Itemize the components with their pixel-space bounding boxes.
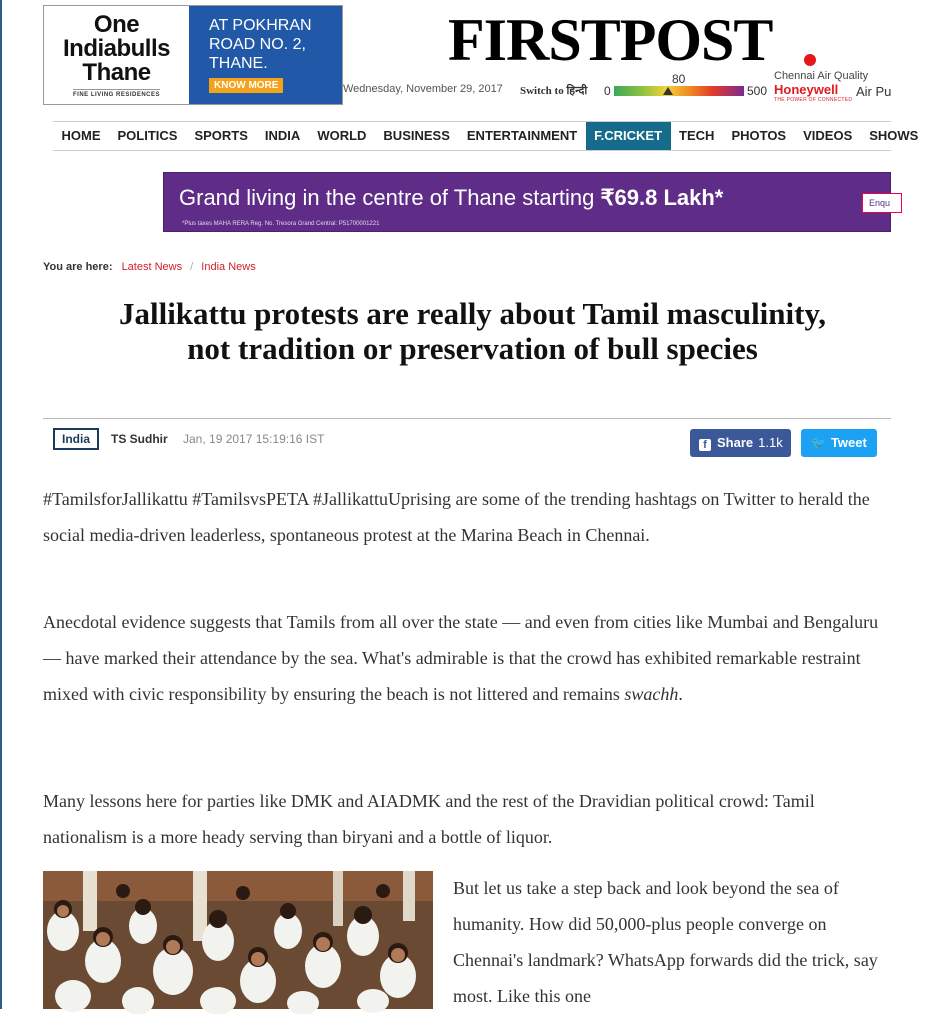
ad-brand-tagline: FINE LIVING RESIDENCES <box>73 89 160 98</box>
air-quality-max: 500 <box>747 84 768 98</box>
ad-address-line3: THANE. <box>209 55 268 72</box>
ad-banner-headline <box>179 185 723 211</box>
air-quality-marker-icon <box>663 87 673 95</box>
air-quality-min: 0 <box>604 84 611 98</box>
nav-item-photos[interactable]: PHOTOS <box>731 128 787 143</box>
article-photo[interactable] <box>43 871 433 1009</box>
author-name[interactable]: TS Sudhir <box>111 432 168 446</box>
nav-item-tech[interactable]: TECH <box>679 128 715 143</box>
publish-date: Jan, 19 2017 15:19:16 IST <box>183 432 325 446</box>
page-left-edge <box>0 0 2 1009</box>
leaderboard-ad[interactable] <box>163 172 891 232</box>
nav-item-world[interactable]: WORLD <box>317 128 367 143</box>
ad-address-line2: ROAD NO. 2, <box>209 36 306 53</box>
paragraph-2-end: . <box>678 684 683 704</box>
ad-brand-line1: One <box>93 10 140 38</box>
site-logo[interactable]: FIRSTPOST <box>448 7 773 73</box>
sponsor-logo: Honeywell <box>774 82 839 97</box>
nav-item-fcricket[interactable]: F.CRICKET <box>586 122 671 150</box>
ad-enquire-button[interactable]: Enqu <box>862 193 902 213</box>
air-purifier-label: Air Pu <box>856 84 892 99</box>
ad-banner-text: Grand living in the centre of Thane starting <box>179 185 595 210</box>
paragraph-2-italic: swachh <box>624 684 679 704</box>
sponsor-tagline: THE POWER OF CONNECTED <box>774 97 853 103</box>
tweet-label: Tweet <box>830 435 867 450</box>
top-banner-ad[interactable] <box>43 5 343 105</box>
share-label: Share <box>717 435 754 450</box>
breadcrumb-india-news[interactable]: India News <box>201 261 256 273</box>
ad-address-panel <box>189 6 342 104</box>
nav-item-shows[interactable]: SHOWS <box>869 128 919 143</box>
facebook-icon: f <box>699 439 711 451</box>
nav-item-india[interactable]: INDIA <box>264 128 301 143</box>
current-date: Wednesday, November 29, 2017 <box>343 83 503 95</box>
tweet-button[interactable] <box>801 429 877 457</box>
breadcrumb <box>43 261 256 273</box>
article-paragraph-4: But let us take a step back and look beyond the sea of humanity. How did 50,000-plus people converge on Chennai's landmark? WhatsApp forwards did the trick, say most. Like this one <box>453 878 878 1006</box>
ad-banner-price: ₹69.8 Lakh* <box>600 185 724 210</box>
ad-address-line1: AT POKHRAN <box>209 17 312 34</box>
nav-item-videos[interactable]: VIDEOS <box>803 128 853 143</box>
ad-brand-logo <box>44 6 189 104</box>
air-quality-value: 80 <box>672 72 686 86</box>
air-quality-title: Chennai Air Quality <box>774 70 869 82</box>
nav-item-entertainment[interactable]: ENTERTAINMENT <box>466 128 578 143</box>
category-badge[interactable]: India <box>53 428 99 450</box>
nav-item-sports[interactable]: SPORTS <box>194 128 248 143</box>
nav-item-home[interactable]: HOME <box>61 128 101 143</box>
air-quality-scale[interactable] <box>614 86 744 96</box>
main-nav <box>53 121 919 151</box>
facebook-share-button[interactable] <box>690 429 791 457</box>
ad-brand-line2: Indiabulls <box>62 34 170 62</box>
breadcrumb-latest-news[interactable]: Latest News <box>121 261 183 273</box>
crowd-photo-illustration <box>43 871 433 1009</box>
nav-item-business[interactable]: BUSINESS <box>383 128 450 143</box>
nav-item-politics[interactable]: POLITICS <box>117 128 178 143</box>
article-paragraph-1: #TamilsforJallikattu #TamilsvsPETA #JallikattuUprising are some of the trending hashtags on Twitter to herald the social media-driven leaderless, spontaneous protest at the Marina Beach in Chennai. <box>43 489 870 545</box>
switch-language-link[interactable]: Switch to हिन्दी <box>520 85 588 97</box>
article-headline: Jallikattu protests are really about Tamil masculinity, not tradition or preservation of bull species <box>118 296 827 366</box>
headline-divider <box>43 418 891 419</box>
article-paragraph-2 <box>43 604 891 712</box>
breadcrumb-separator: / <box>190 261 194 273</box>
ad-know-more-button[interactable]: KNOW MORE <box>209 78 283 93</box>
ad-brand-line3: Thane <box>82 58 151 86</box>
share-count: 1.1k <box>758 435 783 450</box>
logo-dot-icon <box>804 54 816 66</box>
breadcrumb-label: You are here: <box>43 261 113 273</box>
article-paragraph-3: Many lessons here for parties like DMK and AIADMK and the rest of the Dravidian political crowd: Tamil nationalism is a more heady serving than biryani and a bottle of liquor. <box>43 791 815 847</box>
paragraph-2-text: Anecdotal evidence suggests that Tamils from all over the state — and even from cities like Mumbai and Bengaluru — have marked their attendance by the sea. What's admirable is that the crowd has exhibited remarkable restraint mixed with civic responsibility by ensuring the beach is not littered and remains <box>43 612 879 704</box>
ad-banner-fine-print: *Plus taxes MAHA RERA Reg. No. Tresora Grand Central: P51700001221 <box>182 221 380 227</box>
twitter-bird-icon: 🐦 <box>811 436 826 450</box>
